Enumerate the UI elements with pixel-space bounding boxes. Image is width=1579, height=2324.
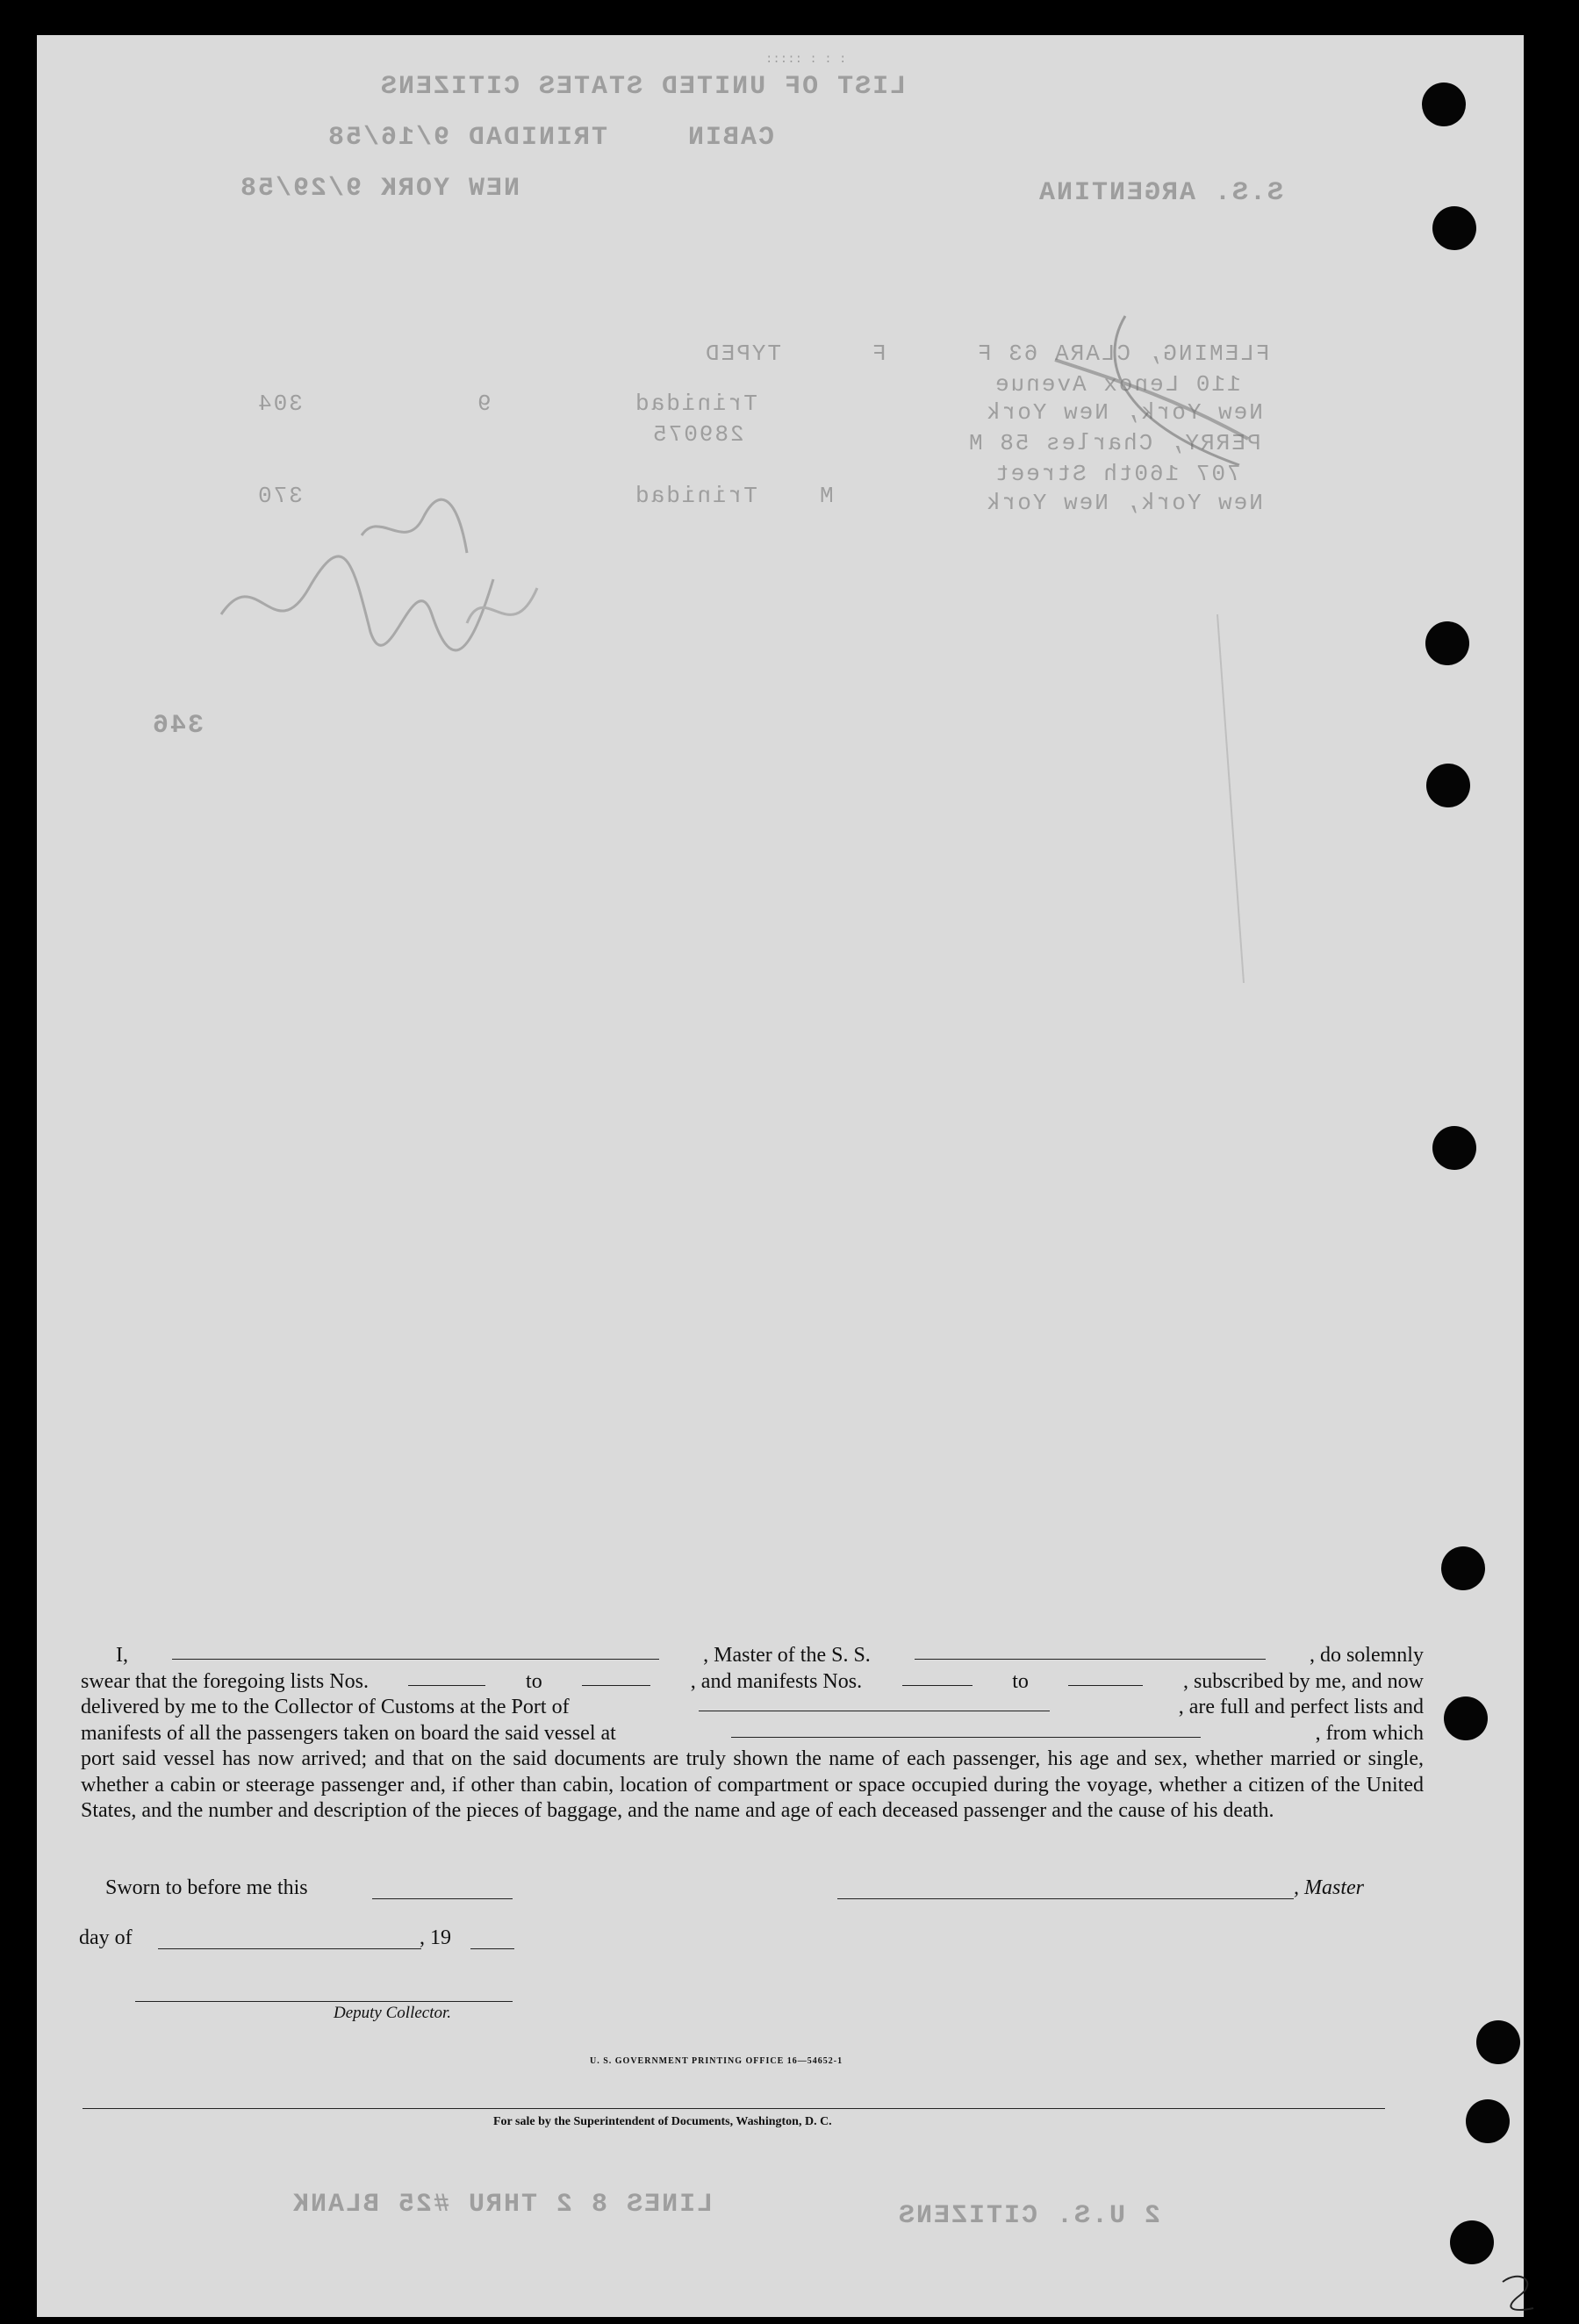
ghost-page-number: 346 [151,711,205,741]
faint-vertical-line [1213,614,1248,983]
oath-to-2: to [1012,1669,1029,1693]
sale-notice: For sale by the Superintendent of Documents, Washington, D. C. [493,2115,832,2128]
punch-hole [1444,1696,1488,1740]
punch-hole [1432,1126,1476,1170]
oath-line-4 [81,1721,1424,1747]
ghost-row2-name: PERRY, Charles 58 M [967,430,1261,456]
ghost-bottom-left: LINES 8 2 THRU #25 BLANK [291,2190,714,2220]
oath-subscribed: , subscribed by me, and now [1182,1669,1424,1693]
ghost-title: LIST OF UNITED STATES CITIZENS [379,72,907,102]
ghost-row1-city: New York, New York [985,399,1263,426]
handwriting-bleed [204,456,572,720]
port-blank[interactable] [699,1695,1050,1711]
manifest-from-blank[interactable] [902,1669,973,1686]
oath-line-1 [81,1643,1424,1669]
deputy-label: Deputy Collector. [334,2004,452,2022]
deputy-signature-line[interactable] [135,2001,513,2002]
ghost-arrival: NEW YORK 9/29/58 [239,174,520,204]
oath-swear: swear that the foregoing lists Nos. [81,1669,369,1693]
punch-hole [1466,2099,1510,2143]
punch-hole [1422,82,1466,126]
ghost-trinidad-2: Trinidad [634,483,757,509]
ghost-row2-addr: 707 160th Street [994,461,1241,487]
oath-manifests: , and manifests Nos. [690,1669,863,1693]
oath-full-perfect: , are full and perfect lists and [1178,1696,1424,1718]
day-of-blank[interactable] [158,1948,421,1949]
ghost-port: TRINIDAD 9/16/58 [327,123,608,153]
punch-hole [1476,2020,1520,2064]
footer-rule [83,2108,1385,2109]
oath-manifests-of: manifests of all the passengers taken on board the said vessel at [81,1721,616,1745]
bracket-mark [1029,307,1274,465]
oath-master-of: , Master of the S. S. [703,1644,871,1667]
ghost-bottom-right: 2 U.S. CITIZENS [897,2201,1161,2231]
punch-hole [1425,621,1469,665]
punch-hole [1426,764,1470,807]
ghost-col-9: 9 [476,391,492,417]
oath-from-which: , from which [1315,1721,1424,1745]
ghost-col-370: 370 [256,483,303,509]
ghost-col-304: 304 [256,391,303,417]
ghost-ship: S.S. ARGENTINA [1037,178,1284,208]
corner-mark [1494,2264,1547,2317]
ghost-col-f: F [871,341,886,367]
embark-port-blank[interactable] [731,1721,1201,1738]
ghost-row1-addr: 110 Lenox Avenue [994,371,1241,398]
gpo-imprint: U. S. GOVERNMENT PRINTING OFFICE 16—54652-1 [590,2056,843,2066]
oath-to-1: to [526,1669,542,1693]
oath-body: port said vessel has now arrived; and that on the said documents are truly shown the name of each passenger, his age and sex, whether married or single, whether a cabin or steerage passenger and, if other than cabin, location of compartment or space occupied during the voyage, whether a citizen of the United States, and the number and description of the pieces of baggage, and the name and age of each deceased passenger and the cause of his death. [81,1747,1424,1822]
master-signature-blank[interactable] [837,1898,1294,1899]
ghost-cabin: CABIN [686,123,775,153]
sworn-date-blank[interactable] [372,1898,513,1899]
master-label: , Master [1294,1876,1364,1899]
ghost-typed: TYPED [704,341,782,367]
sworn-label: Sworn to before me this [105,1876,308,1899]
punch-hole [1450,2220,1494,2264]
ship-name-blank[interactable] [915,1643,1266,1660]
year-label: , 19 [420,1926,451,1949]
ghost-row1-name: FLEMING, CLARA 63 F [976,341,1270,367]
manifest-page [37,35,1524,2317]
master-name-blank[interactable] [172,1643,659,1660]
list-to-blank[interactable] [582,1669,650,1686]
oath-delivered: delivered by me to the Collector of Customs at the Port of [81,1696,570,1718]
oath-line-3 [81,1695,1424,1721]
list-from-blank[interactable] [408,1669,485,1686]
oath-block [81,1643,1424,1825]
punch-hole [1432,206,1476,250]
ghost-trinidad-1: Trinidad [634,391,757,417]
day-of-label: day of [79,1926,133,1949]
manifest-to-blank[interactable] [1068,1669,1143,1686]
oath-solemnly: , do solemnly [1309,1644,1424,1667]
year-blank[interactable] [470,1948,514,1949]
ghost-stamp: ::::: : : : [765,53,847,67]
ghost-row2-city: New York, New York [985,490,1263,516]
ghost-num: 289075 [651,421,744,448]
ghost-col-m: M [818,483,834,509]
punch-hole [1441,1546,1485,1590]
oath-i: I, [116,1644,128,1667]
oath-line-2 [81,1669,1424,1696]
